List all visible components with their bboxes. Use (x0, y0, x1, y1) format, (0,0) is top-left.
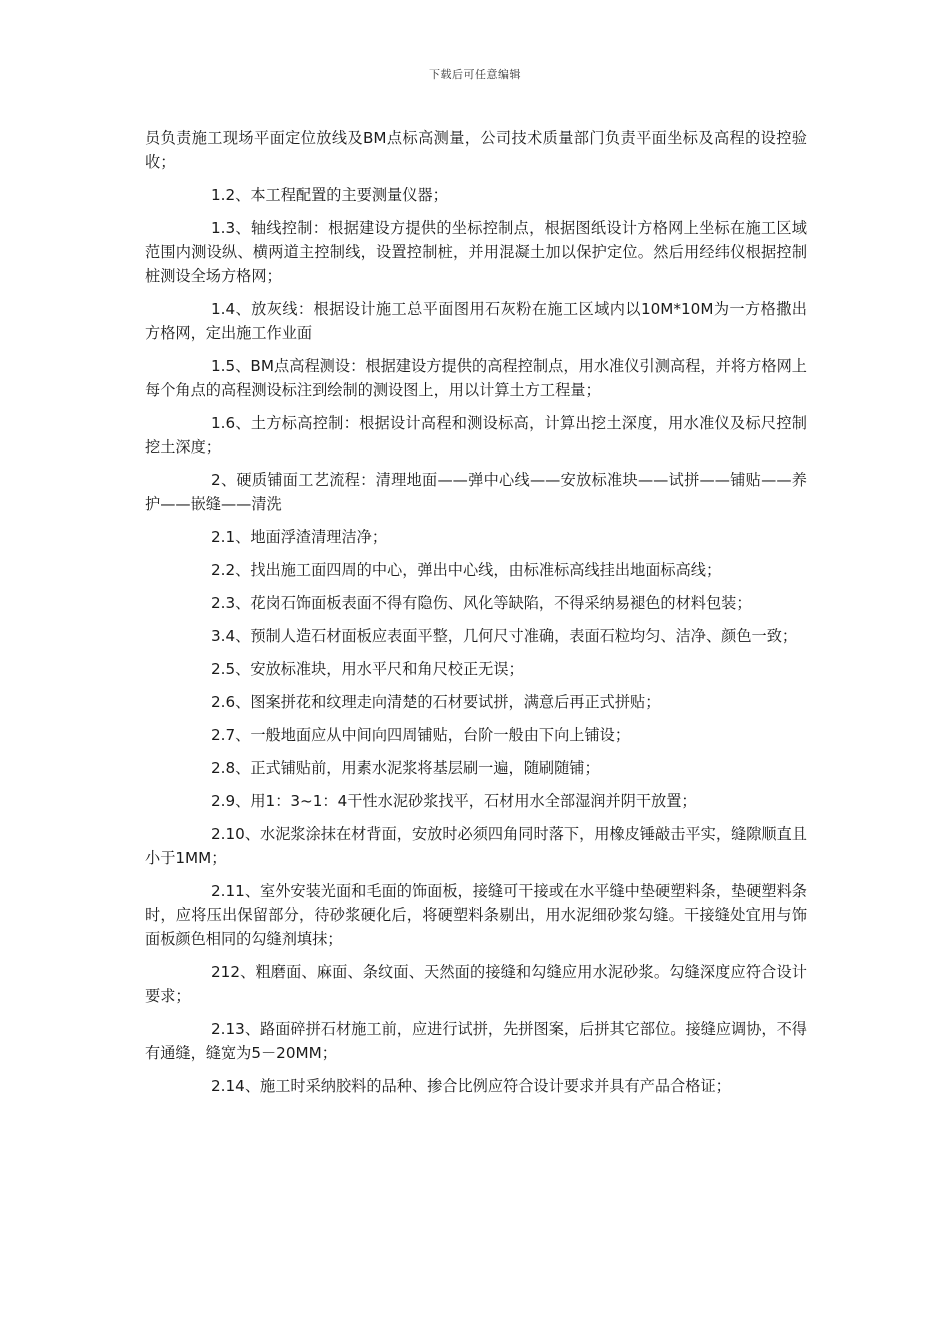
paragraph-2-2: 2.2、找出施工面四周的中心，弹出中心线，由标准标高线挂出地面标高线； (211, 561, 722, 579)
paragraph-1-4: 1.4、放灰线：根据设计施工总平面图用石灰粉在施工区域内以10M*10M为一方格撒出方格网，定出施工作业面 (145, 300, 807, 342)
paragraph-2: 2、硬质铺面工艺流程：清理地面——弹中心线——安放标准块——试拼——铺贴——养护——嵌缝——清洗 (145, 471, 807, 513)
paragraph-1-6: 1.6、土方标高控制：根据设计高程和测设标高，计算出挖土深度，用水准仪及标尺控制挖土深度； (145, 414, 807, 456)
paragraph-2-3: 2.3、花岗石饰面板表面不得有隐伤、风化等缺陷，不得采纳易褪色的材料包装； (211, 594, 752, 612)
paragraph-1-5: 1.5、BM点高程测设：根据建设方提供的高程控制点，用水准仪引测高程，并将方格网上每个角点的高程测设标注到绘制的测设图上，用以计算土方工程量； (145, 357, 807, 399)
paragraph-2-10: 2.10、水泥浆涂抹在材背面，安放时必须四角同时落下，用橡皮锤敲击平实，缝隙顺直且小于1MM； (145, 825, 807, 867)
paragraph-2-14: 2.14、施工时采纳胶料的品种、掺合比例应符合设计要求并具有产品合格证； (211, 1077, 731, 1095)
paragraph-2-6: 2.6、图案拼花和纹理走向清楚的石材要试拼，满意后再正式拼贴； (211, 693, 661, 711)
paragraph-2-8: 2.8、正式铺贴前，用素水泥浆将基层刷一遍，随刷随铺； (211, 759, 600, 777)
page-header: 下载后可任意编辑 (429, 68, 521, 81)
paragraph-2-13: 2.13、路面碎拼石材施工前，应进行试拼，先拼图案，后拼其它部位。接缝应调协，不得有通缝，缝宽为5－20MM； (145, 1020, 807, 1062)
document-body (145, 126, 807, 1107)
paragraph-1-3: 1.3、轴线控制：根据建设方提供的坐标控制点，根据图纸设计方格网上坐标在施工区域范围内测设纵、横两道主控制线，设置控制桩，并用混凝土加以保护定位。然后用经纬仪根据控制桩测设全场方格网； (145, 219, 807, 285)
paragraph-2-7: 2.7、一般地面应从中间向四周铺贴，台阶一般由下向上铺设； (211, 726, 631, 744)
paragraph-2-9: 2.9、用1：3~1：4干性水泥砂浆找平，石材用水全部湿润并阴干放置； (211, 792, 697, 810)
paragraph-2-1: 2.1、地面浮渣清理洁净； (211, 528, 388, 546)
paragraph-3-4: 3.4、预制人造石材面板应表面平整，几何尺寸准确，表面石粒均匀、洁净、颜色一致； (211, 627, 798, 645)
paragraph-continuation: 员负责施工现场平面定位放线及BM点标高测量，公司技术质量部门负责平面坐标及高程的设控验收； (145, 129, 807, 171)
paragraph-1-2: 1.2、本工程配置的主要测量仪器； (211, 186, 448, 204)
paragraph-2-5: 2.5、安放标准块，用水平尺和角尺校正无误； (211, 660, 524, 678)
paragraph-2-12: 212、粗磨面、麻面、条纹面、天然面的接缝和勾缝应用水泥砂浆。勾缝深度应符合设计要求； (145, 963, 807, 1005)
paragraph-2-11: 2.11、室外安装光面和毛面的饰面板，接缝可干接或在水平缝中垫硬塑料条，垫硬塑料条时，应将压出保留部分，待砂浆硬化后，将硬塑料条剔出，用水泥细砂浆勾缝。干接缝处宜用与饰面板颜色相同的勾缝剂填抹； (145, 882, 807, 948)
